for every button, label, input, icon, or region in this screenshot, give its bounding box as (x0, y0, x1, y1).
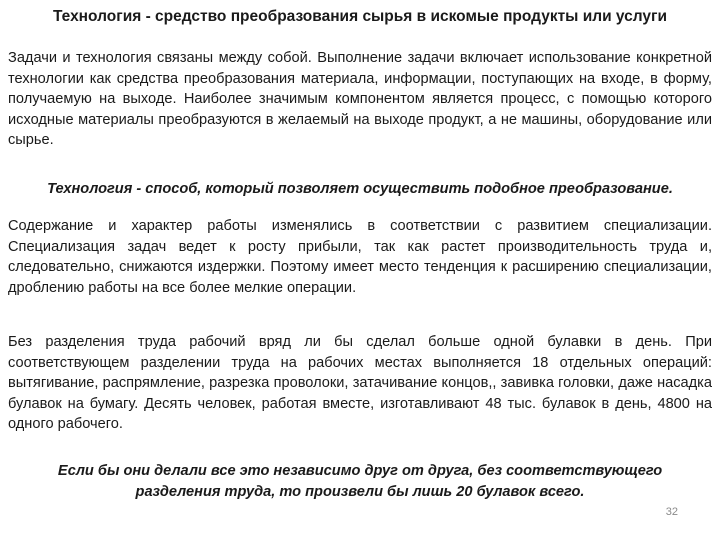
technology-definition: Технология - способ, который позволяет осуществить подобное преобразование. (47, 181, 673, 197)
paragraph-tasks-technology: Задачи и технология связаны между собой. Выполнение задачи включает использование конкретной технологии как средства преобразования материала, информации, поступающих на входе, в форму, получаемую на выходе. Наиболее значимым компонентом является процесс, с помощью которого исходные материалы преобразуются в желаемый на выходе продукт, а не машины, оборудование или сырье. (8, 50, 712, 148)
page-number: 32 (665, 506, 678, 518)
slide-title: Технология - средство преобразования сырья в искомые продукты или услуги (52, 8, 668, 25)
pin-conclusion: Если бы они делали все это независимо друг от друга, без соответствующего разделения труда, то произвели бы лишь 20 булавок всего. (57, 463, 663, 500)
paragraph-pin-example: Без разделения труда рабочий вряд ли бы сделал больше одной булавки в день. При соответствующем разделении труда на рабочих местах выполняется 18 отдельных операций: вытягивание, распрямление, разрезка проволоки, затачивание концов,, завивка головки, даже насадка булавок на бумагу. Десять человек, работая вместе, изготавливают 48 тыс. булавок в день, 4800 на одного рабочего. (8, 334, 712, 432)
paragraph-specialization: Содержание и характер работы изменялись в соответствии с развитием специализации. Специализация задач ведет к росту прибыли, так как растет производительность труда и, следовательно, снижаются издержки. Поэтому имеет место тенденция к расширению специализации, дроблению работы на все более мелкие операции. (8, 218, 712, 296)
